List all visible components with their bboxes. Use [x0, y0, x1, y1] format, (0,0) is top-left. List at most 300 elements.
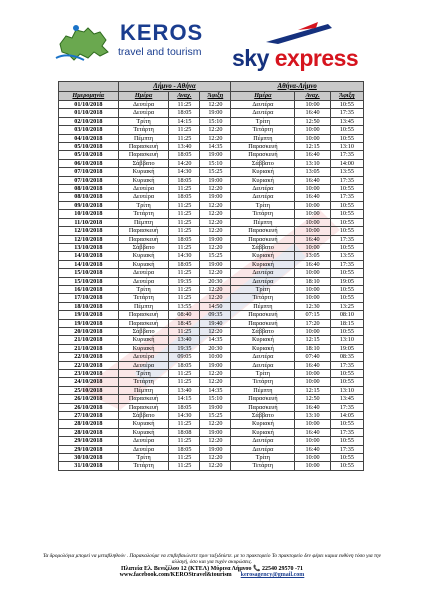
cell-date: 14/10/2018	[59, 260, 119, 268]
cell-day-in: Τετάρτη	[231, 378, 295, 386]
cell-arr-out: 15:10	[200, 159, 231, 167]
cell-date: 12/10/2018	[59, 227, 119, 235]
cell-dep-in: 10:00	[295, 201, 330, 209]
island-map-icon	[54, 22, 118, 66]
cell-arr-in: 10:55	[330, 370, 363, 378]
table-row	[59, 134, 364, 142]
table-row	[59, 403, 364, 411]
cell-dep-in: 12:15	[295, 143, 330, 151]
cell-dep-out: 13:40	[169, 336, 200, 344]
cell-date: 08/10/2018	[59, 185, 119, 193]
cell-day-in: Παρασκευή	[231, 319, 295, 327]
cell-arr-out: 12:20	[200, 185, 231, 193]
cell-date: 18/10/2018	[59, 302, 119, 310]
cell-dep-in: 12:50	[295, 117, 330, 125]
cell-arr-in: 10:55	[330, 210, 363, 218]
cell-day-out: Τετάρτη	[118, 378, 169, 386]
cell-day-in: Τετάρτη	[231, 294, 295, 302]
cell-arr-out: 14:50	[200, 302, 231, 310]
cell-day-in: Παρασκευή	[231, 143, 295, 151]
cell-arr-in: 13:10	[330, 386, 363, 394]
cell-date: 05/10/2018	[59, 143, 119, 151]
table-row	[59, 235, 364, 243]
keros-brand-name: KEROS	[120, 20, 204, 45]
cell-dep-out: 11:25	[169, 437, 200, 445]
cell-arr-in: 10:55	[330, 101, 363, 109]
cell-dep-in: 16:40	[295, 445, 330, 453]
table-row	[59, 243, 364, 251]
cell-date: 30/10/2018	[59, 454, 119, 462]
table-row	[59, 185, 364, 193]
keros-logo	[40, 14, 210, 70]
cell-day-out: Δευτέρα	[118, 109, 169, 117]
cell-arr-in: 08:35	[330, 353, 363, 361]
cell-date: 04/10/2018	[59, 134, 119, 142]
cell-arr-out: 12:20	[200, 437, 231, 445]
cell-arr-in: 17:35	[330, 403, 363, 411]
cell-day-in: Δευτέρα	[231, 277, 295, 285]
table-row	[59, 126, 364, 134]
cell-day-out: Παρασκευή	[118, 403, 169, 411]
cell-day-in: Δευτέρα	[231, 445, 295, 453]
cell-arr-out: 19:00	[200, 193, 231, 201]
cell-arr-in: 19:05	[330, 277, 363, 285]
col-dep-in: Αναχ.	[295, 92, 330, 101]
cell-dep-out: 18:08	[169, 428, 200, 436]
cell-dep-out: 11:25	[169, 134, 200, 142]
col-arr-in: Άφιξη	[330, 92, 363, 101]
table-row	[59, 361, 364, 369]
cell-dep-in: 10:00	[295, 210, 330, 218]
cell-day-out: Δευτέρα	[118, 353, 169, 361]
cell-day-in: Παρασκευή	[231, 151, 295, 159]
cell-arr-in: 14:00	[330, 159, 363, 167]
cell-arr-in: 17:35	[330, 445, 363, 453]
cell-day-in: Κυριακή	[231, 168, 295, 176]
cell-arr-out: 14:35	[200, 143, 231, 151]
cell-day-in: Σάββατο	[231, 159, 295, 167]
cell-dep-out: 13:55	[169, 302, 200, 310]
cell-dep-in: 12:15	[295, 386, 330, 394]
cell-dep-in: 10:00	[295, 243, 330, 251]
cell-arr-in: 17:35	[330, 260, 363, 268]
cell-day-in: Δευτέρα	[231, 185, 295, 193]
cell-dep-out: 11:25	[169, 454, 200, 462]
cell-arr-out: 12:20	[200, 462, 231, 470]
cell-day-out: Δευτέρα	[118, 185, 169, 193]
cell-arr-in: 10:55	[330, 437, 363, 445]
cell-day-in: Τετάρτη	[231, 126, 295, 134]
cell-day-in: Παρασκευή	[231, 403, 295, 411]
cell-dep-in: 16:40	[295, 428, 330, 436]
cell-dep-in: 10:00	[295, 462, 330, 470]
cell-dep-out: 11:25	[169, 285, 200, 293]
cell-day-in: Δευτέρα	[231, 193, 295, 201]
cell-date: 09/10/2018	[59, 201, 119, 209]
cell-day-out: Κυριακή	[118, 260, 169, 268]
cell-arr-in: 10:55	[330, 454, 363, 462]
blank-corner	[59, 82, 119, 92]
cell-dep-out: 11:25	[169, 269, 200, 277]
cell-dep-in: 10:00	[295, 227, 330, 235]
cell-arr-out: 15:25	[200, 252, 231, 260]
cell-dep-in: 18:10	[295, 344, 330, 352]
cell-date: 11/10/2018	[59, 218, 119, 226]
table-row	[59, 210, 364, 218]
route-inbound: Αθήνα-Λήμνο	[231, 82, 364, 92]
table-row	[59, 168, 364, 176]
cell-day-in: Τρίτη	[231, 454, 295, 462]
cell-dep-out: 09:05	[169, 353, 200, 361]
cell-arr-out: 19:00	[200, 235, 231, 243]
cell-day-out: Σάββατο	[118, 412, 169, 420]
cell-day-out: Δευτέρα	[118, 445, 169, 453]
cell-dep-in: 10:00	[295, 294, 330, 302]
table-row	[59, 260, 364, 268]
cell-day-in: Τετάρτη	[231, 210, 295, 218]
cell-day-in: Πέμπτη	[231, 302, 295, 310]
footer	[40, 553, 384, 579]
cell-dep-in: 10:00	[295, 126, 330, 134]
table-row	[59, 269, 364, 277]
cell-dep-in: 16:40	[295, 361, 330, 369]
cell-day-out: Σάββατο	[118, 243, 169, 251]
cell-dep-out: 11:25	[169, 101, 200, 109]
cell-dep-out: 18:05	[169, 151, 200, 159]
header	[0, 0, 424, 78]
cell-dep-in: 16:40	[295, 403, 330, 411]
cell-dep-in: 10:00	[295, 378, 330, 386]
cell-arr-out: 19:00	[200, 151, 231, 159]
cell-day-out: Τετάρτη	[118, 294, 169, 302]
plane-swoosh-icon	[258, 20, 338, 48]
column-header-row	[59, 92, 364, 101]
cell-day-out: Σάββατο	[118, 327, 169, 335]
cell-dep-in: 10:00	[295, 285, 330, 293]
cell-day-in: Σάββατο	[231, 243, 295, 251]
cell-arr-in: 10:55	[330, 420, 363, 428]
table-row	[59, 327, 364, 335]
cell-dep-in: 13:10	[295, 159, 330, 167]
cell-date: 21/10/2018	[59, 344, 119, 352]
route-outbound: Λήμνο - Αθήνα	[118, 82, 231, 92]
sky-express-wordmark	[232, 46, 358, 70]
cell-day-out: Παρασκευή	[118, 151, 169, 159]
cell-date: 01/10/2018	[59, 101, 119, 109]
cell-day-in: Τρίτη	[231, 370, 295, 378]
cell-day-out: Τετάρτη	[118, 210, 169, 218]
cell-day-in: Παρασκευή	[231, 235, 295, 243]
cell-day-in: Κυριακή	[231, 344, 295, 352]
cell-arr-in: 13:10	[330, 143, 363, 151]
cell-arr-in: 13:55	[330, 168, 363, 176]
cell-arr-out: 12:20	[200, 420, 231, 428]
cell-dep-out: 14:20	[169, 159, 200, 167]
cell-dep-out: 18:05	[169, 193, 200, 201]
cell-day-in: Πέμπτη	[231, 134, 295, 142]
cell-arr-out: 12:20	[200, 327, 231, 335]
cell-date: 01/10/2018	[59, 109, 119, 117]
cell-dep-in: 10:00	[295, 218, 330, 226]
cell-dep-out: 11:25	[169, 327, 200, 335]
table-row	[59, 193, 364, 201]
cell-dep-in: 10:00	[295, 101, 330, 109]
cell-day-in: Παρασκευή	[231, 311, 295, 319]
cell-arr-in: 13:10	[330, 336, 363, 344]
cell-arr-in: 17:35	[330, 235, 363, 243]
table-row	[59, 285, 364, 293]
cell-dep-in: 16:40	[295, 109, 330, 117]
cell-arr-out: 15:25	[200, 168, 231, 176]
cell-dep-in: 17:20	[295, 319, 330, 327]
cell-arr-out: 12:20	[200, 126, 231, 134]
col-day-in: Ημέρα	[231, 92, 295, 101]
cell-day-out: Κυριακή	[118, 252, 169, 260]
cell-dep-in: 10:00	[295, 185, 330, 193]
schedule-table	[58, 81, 364, 471]
cell-dep-in: 10:00	[295, 327, 330, 335]
cell-day-in: Σάββατο	[231, 327, 295, 335]
cell-dep-out: 13:40	[169, 386, 200, 394]
cell-date: 19/10/2018	[59, 311, 119, 319]
cell-date: 17/10/2018	[59, 294, 119, 302]
cell-day-out: Κυριακή	[118, 176, 169, 184]
table-row	[59, 378, 364, 386]
table-row	[59, 420, 364, 428]
cell-dep-in: 16:40	[295, 260, 330, 268]
cell-date: 10/10/2018	[59, 210, 119, 218]
cell-dep-out: 14:15	[169, 395, 200, 403]
cell-dep-in: 12:15	[295, 336, 330, 344]
cell-dep-out: 11:25	[169, 201, 200, 209]
route-header-row	[59, 82, 364, 92]
cell-arr-out: 19:00	[200, 445, 231, 453]
cell-arr-out: 15:25	[200, 412, 231, 420]
cell-date: 19/10/2018	[59, 319, 119, 327]
table-row	[59, 445, 364, 453]
cell-arr-in: 10:55	[330, 201, 363, 209]
cell-day-out: Δευτέρα	[118, 437, 169, 445]
cell-day-out: Κυριακή	[118, 344, 169, 352]
cell-day-out: Δευτέρα	[118, 269, 169, 277]
cell-dep-in: 10:00	[295, 269, 330, 277]
cell-dep-out: 18:05	[169, 361, 200, 369]
cell-date: 29/10/2018	[59, 445, 119, 453]
cell-date: 31/10/2018	[59, 462, 119, 470]
cell-day-out: Τετάρτη	[118, 462, 169, 470]
cell-arr-in: 17:35	[330, 176, 363, 184]
table-row	[59, 454, 364, 462]
cell-day-in: Δευτέρα	[231, 269, 295, 277]
disclaimer-note: Τα δρομολόγια μπορεί να μεταβληθούν . Παρακαλούμε να επιβεβαιώνετε πριν ταξιδεύετε. με το πρακτορείο Το πρακτορείο δεν φέρει καμια ευθύνη τόσο για την αλλαγή, όσο και για τυχόν ακυρώσεις.	[42, 553, 382, 566]
cell-dep-out: 19:35	[169, 277, 200, 285]
cell-arr-in: 13:45	[330, 117, 363, 125]
cell-day-in: Σάββατο	[231, 412, 295, 420]
cell-day-in: Κυριακή	[231, 176, 295, 184]
cell-dep-out: 11:25	[169, 378, 200, 386]
cell-dep-out: 14:30	[169, 412, 200, 420]
table-row	[59, 252, 364, 260]
cell-dep-out: 18:05	[169, 403, 200, 411]
cell-arr-in: 17:35	[330, 109, 363, 117]
cell-dep-in: 10:00	[295, 437, 330, 445]
col-arr-out: Άφιξη	[200, 92, 231, 101]
col-day-out: Ημέρα	[118, 92, 169, 101]
cell-day-in: Τρίτη	[231, 201, 295, 209]
table-row	[59, 227, 364, 235]
table-row	[59, 218, 364, 226]
table-row	[59, 151, 364, 159]
cell-dep-out: 18:05	[169, 235, 200, 243]
cell-dep-out: 11:25	[169, 462, 200, 470]
cell-dep-in: 07:40	[295, 353, 330, 361]
cell-arr-out: 10:00	[200, 353, 231, 361]
cell-day-out: Τρίτη	[118, 285, 169, 293]
cell-date: 28/10/2018	[59, 420, 119, 428]
cell-day-out: Δευτέρα	[118, 361, 169, 369]
cell-day-in: Τετάρτη	[231, 462, 295, 470]
table-row	[59, 176, 364, 184]
agency-address: Πλατεία Ελ. Βενιζέλου 12 (ΚΤΕΛ) Μύρινα Λήμνου 📞 22540 29570 -71	[120, 565, 304, 572]
cell-date: 22/10/2018	[59, 353, 119, 361]
cell-arr-out: 12:20	[200, 285, 231, 293]
table-row	[59, 386, 364, 394]
cell-dep-out: 11:25	[169, 210, 200, 218]
cell-date: 16/10/2018	[59, 285, 119, 293]
cell-date: 05/10/2018	[59, 151, 119, 159]
cell-dep-out: 18:05	[169, 260, 200, 268]
cell-date: 03/10/2018	[59, 126, 119, 134]
cell-dep-in: 16:40	[295, 151, 330, 159]
cell-arr-out: 19:00	[200, 403, 231, 411]
cell-day-in: Τρίτη	[231, 285, 295, 293]
table-row	[59, 395, 364, 403]
cell-day-in: Δευτέρα	[231, 101, 295, 109]
cell-day-out: Κυριακή	[118, 420, 169, 428]
cell-arr-in: 10:55	[330, 294, 363, 302]
cell-date: 07/10/2018	[59, 176, 119, 184]
cell-arr-in: 10:55	[330, 126, 363, 134]
cell-dep-out: 11:25	[169, 370, 200, 378]
table-row	[59, 302, 364, 310]
cell-date: 15/10/2018	[59, 277, 119, 285]
cell-day-in: Κυριακή	[231, 420, 295, 428]
cell-day-in: Δευτέρα	[231, 361, 295, 369]
cell-day-out: Πέμπτη	[118, 386, 169, 394]
table-row	[59, 109, 364, 117]
cell-day-out: Πέμπτη	[118, 302, 169, 310]
cell-dep-out: 08:40	[169, 311, 200, 319]
cell-date: 22/10/2018	[59, 361, 119, 369]
express-word: express	[274, 45, 359, 71]
table-row	[59, 101, 364, 109]
cell-arr-out: 19:00	[200, 109, 231, 117]
cell-day-in: Παρασκευή	[231, 227, 295, 235]
facebook-link[interactable]: www.facebook.com/KEROStravel&tourism	[119, 572, 232, 579]
cell-day-out: Σάββατο	[118, 159, 169, 167]
table-row	[59, 462, 364, 470]
cell-dep-out: 18:05	[169, 109, 200, 117]
cell-arr-in: 10:55	[330, 218, 363, 226]
cell-arr-in: 17:35	[330, 428, 363, 436]
cell-dep-out: 13:40	[169, 143, 200, 151]
cell-arr-out: 12:20	[200, 101, 231, 109]
cell-arr-in: 10:55	[330, 462, 363, 470]
cell-day-out: Πέμπτη	[118, 134, 169, 142]
table-row	[59, 319, 364, 327]
table-row	[59, 344, 364, 352]
cell-day-out: Δευτέρα	[118, 193, 169, 201]
cell-day-in: Δευτέρα	[231, 109, 295, 117]
cell-day-out: Κυριακή	[118, 336, 169, 344]
cell-dep-in: 18:10	[295, 277, 330, 285]
email-link[interactable]: kerosagency@gmail.com	[240, 572, 305, 579]
cell-dep-in: 12:30	[295, 302, 330, 310]
cell-dep-out: 11:25	[169, 126, 200, 134]
cell-day-out: Παρασκευή	[118, 319, 169, 327]
cell-arr-in: 10:55	[330, 269, 363, 277]
table-row	[59, 353, 364, 361]
table-row	[59, 159, 364, 167]
cell-day-out: Τετάρτη	[118, 126, 169, 134]
sky-word: sky	[232, 45, 269, 71]
cell-date: 27/10/2018	[59, 412, 119, 420]
cell-date: 23/10/2018	[59, 370, 119, 378]
table-row	[59, 428, 364, 436]
cell-dep-out: 18:05	[169, 176, 200, 184]
cell-arr-in: 10:55	[330, 285, 363, 293]
cell-day-out: Τρίτη	[118, 454, 169, 462]
cell-dep-out: 18:05	[169, 445, 200, 453]
cell-arr-in: 13:25	[330, 302, 363, 310]
cell-dep-in: 13:10	[295, 412, 330, 420]
cell-dep-out: 18:45	[169, 319, 200, 327]
cell-arr-out: 19:00	[200, 260, 231, 268]
cell-arr-out: 12:20	[200, 227, 231, 235]
cell-date: 15/10/2018	[59, 269, 119, 277]
cell-arr-out: 12:20	[200, 134, 231, 142]
cell-arr-out: 19:00	[200, 361, 231, 369]
cell-arr-out: 12:20	[200, 370, 231, 378]
cell-day-out: Τρίτη	[118, 201, 169, 209]
cell-arr-out: 12:20	[200, 269, 231, 277]
cell-arr-in: 13:55	[330, 252, 363, 260]
cell-arr-in: 10:55	[330, 227, 363, 235]
cell-date: 08/10/2018	[59, 193, 119, 201]
cell-day-out: Κυριακή	[118, 428, 169, 436]
col-date: Ημερομηνία	[59, 92, 119, 101]
cell-day-out: Πέμπτη	[118, 218, 169, 226]
cell-arr-out: 12:20	[200, 210, 231, 218]
table-row	[59, 311, 364, 319]
cell-date: 26/10/2018	[59, 395, 119, 403]
cell-arr-out: 12:20	[200, 201, 231, 209]
cell-arr-out: 15:10	[200, 395, 231, 403]
cell-day-in: Δευτέρα	[231, 353, 295, 361]
cell-arr-out: 20:30	[200, 277, 231, 285]
keros-tagline: travel and tourism	[118, 46, 202, 58]
cell-arr-out: 20:30	[200, 344, 231, 352]
cell-arr-in: 14:05	[330, 412, 363, 420]
cell-arr-in: 13:45	[330, 395, 363, 403]
col-dep-out: Αναχ.	[169, 92, 200, 101]
cell-arr-in: 18:15	[330, 319, 363, 327]
cell-arr-in: 19:05	[330, 344, 363, 352]
cell-arr-out: 19:00	[200, 428, 231, 436]
cell-date: 24/10/2018	[59, 378, 119, 386]
cell-date: 26/10/2018	[59, 403, 119, 411]
cell-arr-out: 14:35	[200, 386, 231, 394]
